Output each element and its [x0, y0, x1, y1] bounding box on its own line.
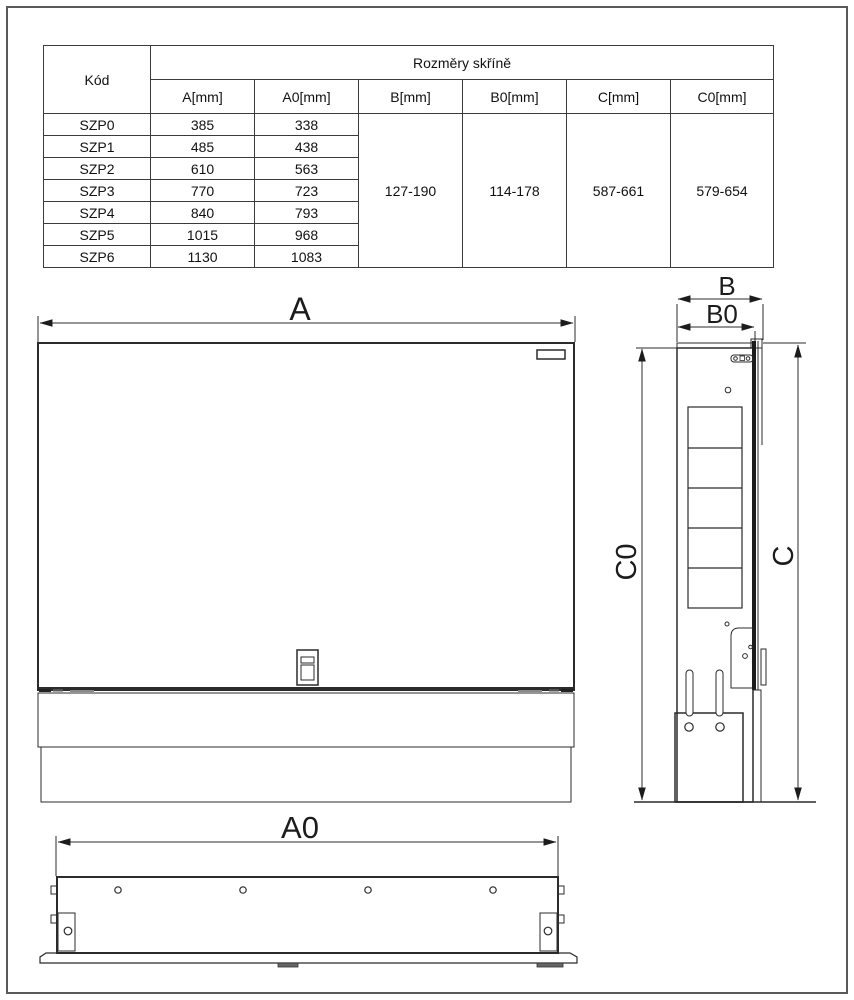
cell-a0: 968 [255, 224, 359, 246]
top-latch [731, 355, 753, 362]
base-tab-right [537, 963, 563, 967]
column-header-kod: Kód [44, 46, 151, 114]
column-header-c: C[mm] [567, 80, 671, 114]
frame-band-upper [38, 693, 574, 747]
cell-code: SZP5 [44, 224, 151, 246]
cell-a0: 563 [255, 158, 359, 180]
lower-front-panel [753, 690, 761, 802]
cell-code: SZP0 [44, 114, 151, 136]
mounting-leg [716, 670, 723, 716]
screw-hole [115, 887, 121, 893]
cell-code: SZP3 [44, 180, 151, 202]
frame-band-lower [41, 747, 571, 802]
lock-bracket [725, 622, 753, 688]
corner-bracket-right [540, 913, 557, 951]
cell-range-b: 127-190 [359, 114, 463, 268]
foot-hole [716, 723, 724, 731]
dim-label-a0: A0 [281, 810, 319, 845]
screw-hole [490, 887, 496, 893]
corner-bracket-left [58, 913, 75, 951]
cell-range-b0: 114-178 [463, 114, 567, 268]
column-header-b0: B0[mm] [463, 80, 567, 114]
cabinet-door-outline [38, 343, 574, 690]
cell-a: 485 [151, 136, 255, 158]
cell-a0: 793 [255, 202, 359, 224]
column-header-a: A[mm] [151, 80, 255, 114]
strike-plate [761, 649, 766, 685]
dim-label-a: A [289, 291, 311, 327]
mounting-leg [686, 670, 693, 716]
dim-label-c: C [768, 545, 800, 567]
group-header-rozmery: Rozměry skříně [151, 46, 774, 80]
cell-code: SZP6 [44, 246, 151, 268]
cell-code: SZP4 [44, 202, 151, 224]
recess-body-outline [57, 877, 558, 953]
screw-hole [725, 387, 731, 393]
cell-range-c0: 579-654 [671, 114, 774, 268]
cell-a0: 438 [255, 136, 359, 158]
bottom-view [40, 810, 577, 967]
cell-a: 385 [151, 114, 255, 136]
cell-a: 1130 [151, 246, 255, 268]
front-view [38, 291, 575, 802]
cell-a: 610 [151, 158, 255, 180]
column-header-c0: C0[mm] [671, 80, 774, 114]
dim-label-b: B [718, 271, 736, 301]
foot-hole [685, 723, 693, 731]
adjustable-rail [688, 407, 742, 608]
column-header-a0: A0[mm] [255, 80, 359, 114]
door-lock-handle [297, 650, 318, 685]
cell-code: SZP2 [44, 158, 151, 180]
cell-a0: 1083 [255, 246, 359, 268]
base-plate [40, 953, 577, 963]
name-plate [537, 350, 565, 359]
cell-a: 1015 [151, 224, 255, 246]
cell-a: 770 [151, 180, 255, 202]
cell-a0: 338 [255, 114, 359, 136]
cell-range-c: 587-661 [567, 114, 671, 268]
door-panel-edge [752, 341, 756, 690]
cell-a0: 723 [255, 180, 359, 202]
dim-label-b0: B0 [706, 299, 738, 329]
dim-label-c0: C0 [611, 543, 643, 581]
cell-a: 840 [151, 202, 255, 224]
base-tab-center [278, 963, 298, 967]
side-view [611, 271, 816, 802]
cell-code: SZP1 [44, 136, 151, 158]
screw-hole [240, 887, 246, 893]
screw-hole [365, 887, 371, 893]
column-header-b: B[mm] [359, 80, 463, 114]
